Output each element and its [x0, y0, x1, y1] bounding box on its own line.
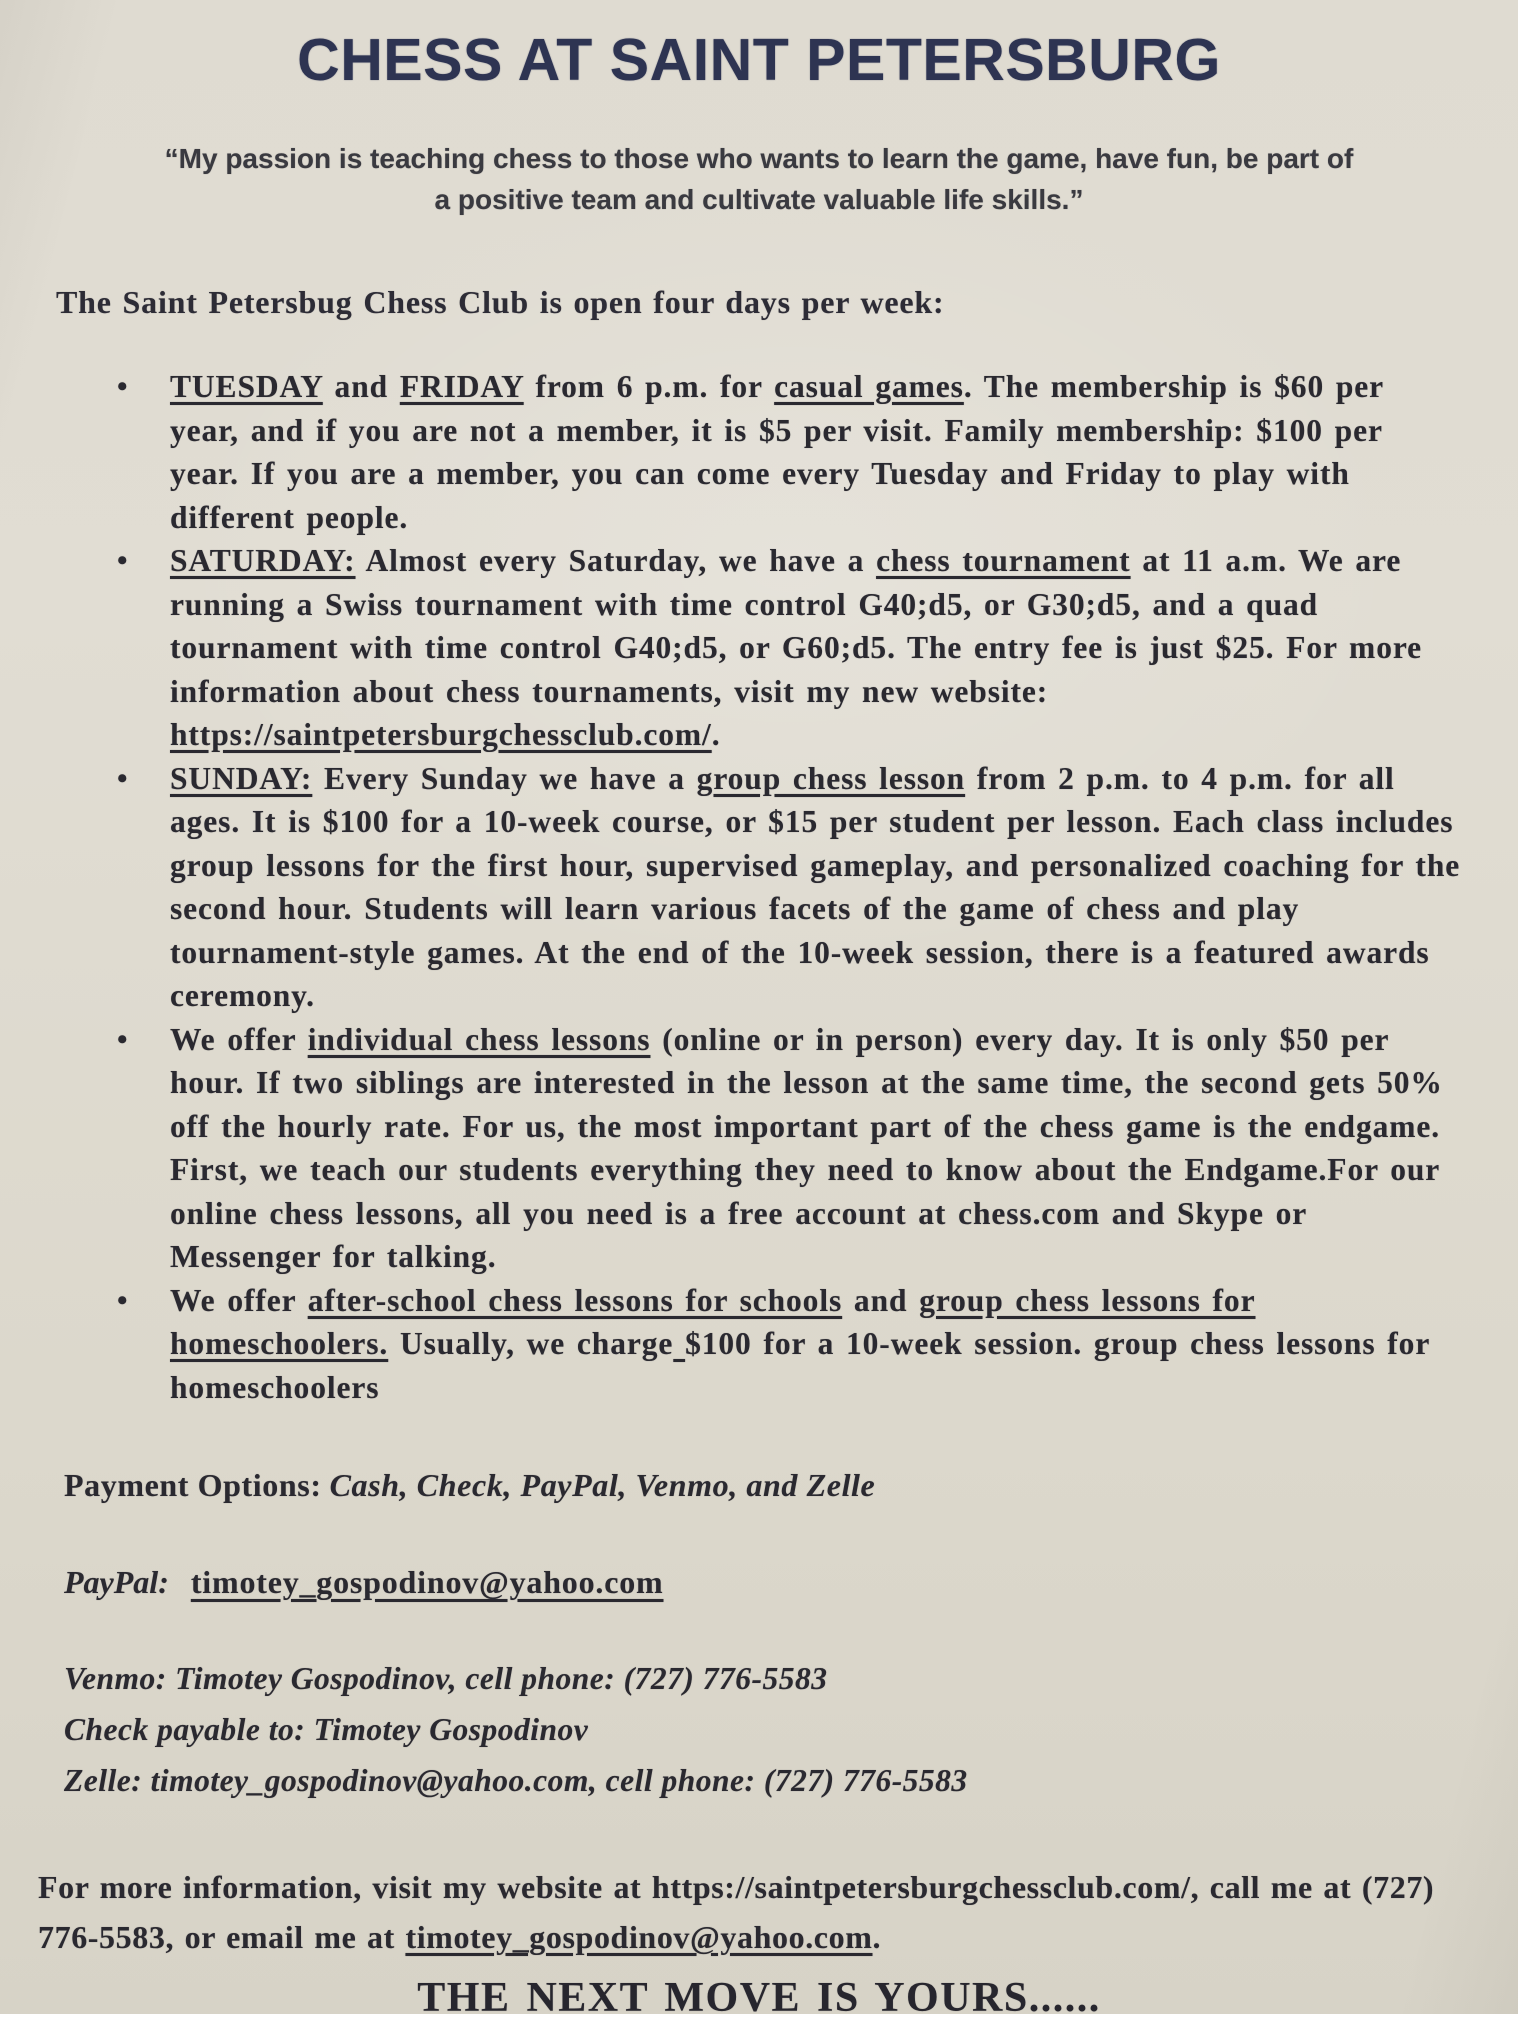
- closing-line: THE NEXT MOVE IS YOURS......: [417, 1975, 1101, 2021]
- bullet-item-after-school: • We offer after-school chess lessons for schools and group chess lessons for homeschoolers. Usually, we charge $100 for a 10-week session. group chess lessons for homeschoolers: [170, 1279, 1462, 1410]
- schedule-list: [170, 365, 1462, 1409]
- bullet-item-sunday: • SUNDAY: Every Sunday we have a group chess lesson from 2 p.m. to 4 p.m. for all ages. It is $100 for a 10-week course, or $15 per student per lesson. Each class includes group lessons for the first hour, supervised gameplay, and personalized coaching for the second hour. Students will learn various facets of the game of chess and play tournament-style games. At the end of the 10-week session, there is a featured awards ceremony.: [170, 757, 1462, 1018]
- paypal-line: [64, 1564, 1518, 1601]
- paypal-label: PayPal:: [64, 1564, 169, 1600]
- payment-options-line: [64, 1467, 1518, 1504]
- payment-options-values: Cash, Check, PayPal, Venmo, and Zelle: [329, 1467, 876, 1503]
- venmo-line: Venmo: Timotey Gospodinov, cell phone: (727) 776-5583: [64, 1661, 828, 1696]
- quote: [0, 138, 1518, 220]
- contact-block: [64, 1653, 1518, 1806]
- page-title: CHESS AT SAINT PETERSBURG: [297, 27, 1221, 93]
- zelle-line: Zelle: timotey_gospodinov@yahoo.com, cell phone: (727) 776-5583: [64, 1763, 968, 1798]
- check-line: Check payable to: Timotey Gospodinov: [64, 1712, 589, 1747]
- bullet-item-tuesday-friday: • TUESDAY and FRIDAY from 6 p.m. for casual games. The membership is $60 per year, and if you are not a member, it is $5 per visit. Family membership: $100 per year. If you are a member, you can come every Tuesday and Friday to play with different people.: [170, 365, 1462, 539]
- intro-heading: The Saint Petersbug Chess Club is open four days per week:: [56, 284, 945, 320]
- quote-line-2: a positive team and cultivate valuable life skills.”: [434, 184, 1084, 215]
- paypal-email: timotey_gospodinov@yahoo.com: [190, 1564, 664, 1600]
- bullet-item-individual-lessons: • We offer individual chess lessons (online or in person) every day. It is only $50 per hour. If two siblings are interested in the lesson at the same time, the second gets 50% off the hourly rate. For us, the most important part of the chess game is the endgame. First, we teach our students everything they need to know about the Endgame.For our online chess lessons, all you need is a free account at chess.com and Skype or Messenger for talking.: [170, 1018, 1462, 1279]
- quote-line-1: “My passion is teaching chess to those who wants to learn the game, have fun, be part of: [164, 143, 1354, 174]
- footer-paragraph: For more information, visit my website at https://saintpetersburgchessclub.com/, call me at (727) 776-5583, or email me at timotey_gospodinov@yahoo.com.: [38, 1869, 1435, 1955]
- bullet-item-saturday: • SATURDAY: Almost every Saturday, we have a chess tournament at 11 a.m. We are running a Swiss tournament with time control G40;d5, or G30;d5, and a quad tournament with time control G40;d5, or G60;d5. The entry fee is just $25. For more information about chess tournaments, visit my new website: https://saintpetersburgchessclub.com/.: [170, 539, 1462, 757]
- payment-options-label: Payment Options:: [64, 1467, 322, 1503]
